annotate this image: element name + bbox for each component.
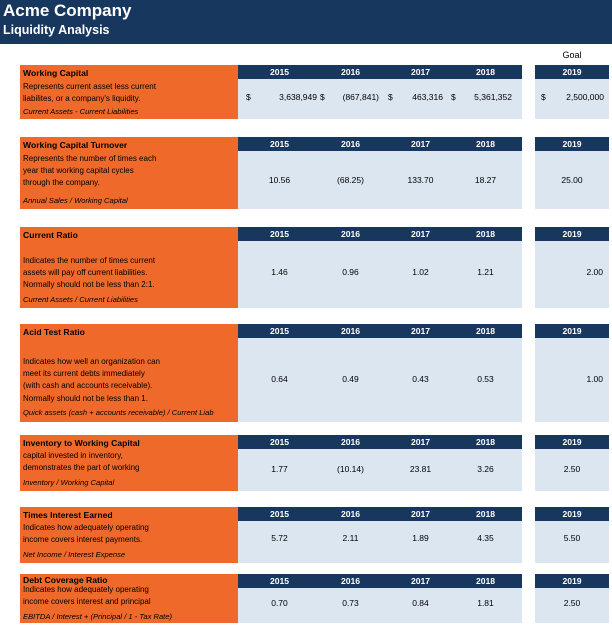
metric-value: 5,361,352	[474, 92, 512, 102]
metric-value: 23.81	[409, 464, 432, 474]
year-header: 2017	[410, 509, 431, 519]
metric-value: 1.77	[271, 464, 288, 474]
metric-description-line: meet its current debts immediately	[23, 369, 145, 379]
goal-block	[535, 324, 609, 422]
metric-description-line: Normally should not be less than 1.	[23, 393, 148, 403]
year-header: 2018	[475, 139, 496, 149]
metric-values-block	[238, 137, 522, 209]
metric-description-block	[20, 137, 238, 209]
year-header-row	[238, 435, 522, 449]
metric-value: (68.25)	[337, 175, 364, 185]
goal-block	[535, 137, 609, 209]
year-header: 2015	[269, 509, 290, 519]
goal-block	[535, 65, 609, 119]
metric-value: 0.53	[477, 374, 494, 384]
metric-value: 5.72	[271, 533, 288, 543]
goal-block	[535, 227, 609, 308]
metric-section	[0, 435, 612, 491]
metric-section	[0, 65, 612, 119]
metric-description-block	[20, 65, 238, 119]
year-header: 2016	[340, 67, 361, 77]
year-header: 2018	[475, 326, 496, 336]
metric-description-line: liabilites, or a company's liquidity.	[23, 94, 141, 104]
year-header-row	[238, 65, 522, 79]
currency-symbol: $	[320, 92, 325, 102]
metric-title: Acid Test Ratio	[23, 327, 85, 337]
metric-value: 1.89	[412, 533, 429, 543]
goal-year-header: 2019	[562, 437, 582, 447]
metric-description-line: income covers interest and principal	[23, 597, 151, 607]
metric-description	[23, 153, 156, 190]
goal-year-header-row	[535, 137, 609, 151]
metric-formula: Net Income / Interest Expense	[23, 550, 126, 559]
metric-value: 10.56	[268, 175, 291, 185]
currency-symbol: $	[451, 92, 456, 102]
metric-value: 0.96	[342, 267, 359, 277]
metric-value: 18.27	[474, 175, 497, 185]
goal-block	[535, 507, 609, 563]
metric-value: 4.35	[477, 533, 494, 543]
goal-year-header: 2019	[562, 326, 582, 336]
goal-year-header: 2019	[562, 67, 582, 77]
metric-description-block	[20, 324, 238, 422]
metric-formula: Current Assets / Current Liabilities	[23, 295, 138, 304]
metric-description-line: capital invested in inventory,	[23, 451, 123, 460]
metric-formula: Current Assets - Current Liabilities	[23, 107, 139, 116]
year-header-row	[238, 227, 522, 241]
year-header: 2016	[340, 326, 361, 336]
goal-value: 25.00	[561, 175, 583, 185]
metric-title: Inventory to Working Capital	[23, 438, 140, 448]
metric-description-line: Indicates how well an organization can	[23, 357, 160, 366]
metric-section	[0, 507, 612, 563]
goal-year-header-row	[535, 507, 609, 521]
year-header: 2018	[475, 229, 496, 239]
metric-values-block	[238, 65, 522, 119]
company-name: Acme Company	[3, 1, 132, 20]
metric-values-block	[238, 574, 522, 623]
metric-section	[0, 574, 612, 623]
metric-value: 1.46	[271, 267, 288, 277]
year-header: 2015	[269, 229, 290, 239]
header-banner	[0, 0, 612, 44]
metric-description-line: assets will pay off current liabilities.	[23, 268, 148, 278]
metric-values-block	[238, 227, 522, 308]
metric-formula: Quick assets (cash + accounts receivable) / Current Liab	[23, 408, 214, 417]
goal-year-header-row	[535, 324, 609, 338]
metric-formula: Inventory / Working Capital	[23, 478, 115, 487]
goal-year-header-row	[535, 435, 609, 449]
metric-title: Debt Coverage Ratio	[23, 575, 108, 585]
metric-description-line: Indicates how adequately operating	[23, 523, 149, 532]
metric-values-block	[238, 324, 522, 422]
metric-value: 0.70	[271, 598, 288, 608]
year-header: 2015	[269, 67, 290, 77]
year-header-row	[238, 324, 522, 338]
metric-title: Times Interest Earned	[23, 510, 113, 520]
metric-title: Current Ratio	[23, 230, 78, 240]
metric-description-line: year that working capital cycles	[23, 166, 134, 176]
goal-year-header: 2019	[562, 229, 582, 239]
goal-year-header: 2019	[562, 576, 582, 586]
metric-description-line: Indicates how adequately operating	[23, 585, 149, 594]
metric-value: 0.64	[271, 374, 288, 384]
metric-description-line: income covers interest payments.	[23, 535, 143, 545]
metric-value: 1.21	[477, 267, 494, 277]
metric-description-line: (with cash and accounts receivable).	[23, 381, 153, 391]
year-header: 2015	[269, 576, 290, 586]
metric-value: 463,316	[412, 92, 443, 102]
goal-value: 2,500,000	[566, 92, 604, 102]
metric-values-block	[238, 435, 522, 491]
year-header: 2017	[410, 67, 431, 77]
report-subtitle: Liquidity Analysis	[3, 23, 110, 37]
year-header: 2016	[340, 229, 361, 239]
goal-value: 2.50	[563, 464, 581, 474]
goal-year-header-row	[535, 227, 609, 241]
year-header: 2018	[475, 576, 496, 586]
year-header: 2017	[410, 437, 431, 447]
goal-label: Goal	[562, 50, 582, 60]
metric-formula: EBITDA / Interest + (Principal / 1 - Tax Rate)	[23, 612, 173, 621]
metric-description-line: Normally should not be less than 2:1.	[23, 280, 155, 290]
metric-value: (10.14)	[337, 464, 364, 474]
year-header: 2018	[475, 67, 496, 77]
metric-value: 2.11	[342, 533, 359, 543]
metric-description	[23, 522, 149, 546]
metric-description-block	[20, 507, 238, 563]
metric-value: 0.49	[342, 374, 359, 384]
goal-year-header-row	[535, 574, 609, 588]
year-header-row	[238, 507, 522, 521]
year-header: 2018	[475, 509, 496, 519]
goal-year-header: 2019	[562, 139, 582, 149]
goal-value: 2.00	[586, 267, 603, 277]
goal-block	[535, 435, 609, 491]
goal-year-header: 2019	[562, 509, 582, 519]
metric-description	[23, 584, 151, 608]
year-header: 2016	[340, 509, 361, 519]
year-header: 2017	[410, 576, 431, 586]
goal-year-header-row	[535, 65, 609, 79]
metric-value: 133.70	[407, 175, 434, 185]
goal-value: 2.50	[563, 598, 581, 608]
metric-title: Working Capital	[23, 68, 89, 78]
metric-formula: Annual Sales / Working Capital	[23, 196, 128, 205]
year-header: 2018	[475, 437, 496, 447]
currency-symbol: $	[541, 92, 546, 102]
year-header: 2017	[410, 229, 431, 239]
metric-section	[0, 324, 612, 422]
metric-section	[0, 227, 612, 308]
year-header: 2016	[340, 576, 361, 586]
metric-description-block	[20, 574, 238, 623]
metric-section	[0, 137, 612, 209]
metric-value: 1.81	[477, 598, 494, 608]
metric-value: 0.84	[412, 598, 429, 608]
metric-description-line: through the company.	[23, 178, 100, 188]
metric-description-line: Represents current asset less current	[23, 82, 156, 91]
currency-symbol: $	[246, 92, 251, 102]
year-header-row	[238, 137, 522, 151]
metric-description-line: Indicates the number of times current	[23, 256, 156, 265]
metric-title: Working Capital Turnover	[23, 140, 128, 150]
metric-value: 0.73	[342, 598, 359, 608]
year-header: 2015	[269, 326, 290, 336]
metric-description	[23, 450, 140, 474]
year-header: 2016	[340, 139, 361, 149]
metric-value: (867,841)	[342, 92, 379, 102]
year-header: 2015	[269, 139, 290, 149]
metric-value: 3.26	[477, 464, 494, 474]
year-header-row	[238, 574, 522, 588]
metric-description-block	[20, 227, 238, 308]
metric-description-line: Represents the number of times each	[23, 154, 157, 163]
metric-description	[23, 356, 160, 405]
metric-values-block	[238, 507, 522, 563]
metric-value: 3,638,949	[279, 92, 317, 102]
metric-description	[23, 81, 156, 105]
metric-value: 0.43	[412, 374, 429, 384]
metric-description-line: demonstrates the part of working	[23, 463, 140, 473]
currency-symbol: $	[388, 92, 393, 102]
year-header: 2015	[269, 437, 290, 447]
year-header: 2016	[340, 437, 361, 447]
metric-description-block	[20, 435, 238, 491]
goal-block	[535, 574, 609, 623]
metric-description	[23, 255, 155, 292]
metric-value: 1.02	[412, 267, 429, 277]
year-header: 2017	[410, 326, 431, 336]
goal-value: 5.50	[563, 533, 581, 543]
goal-value: 1.00	[586, 374, 603, 384]
year-header: 2017	[410, 139, 431, 149]
